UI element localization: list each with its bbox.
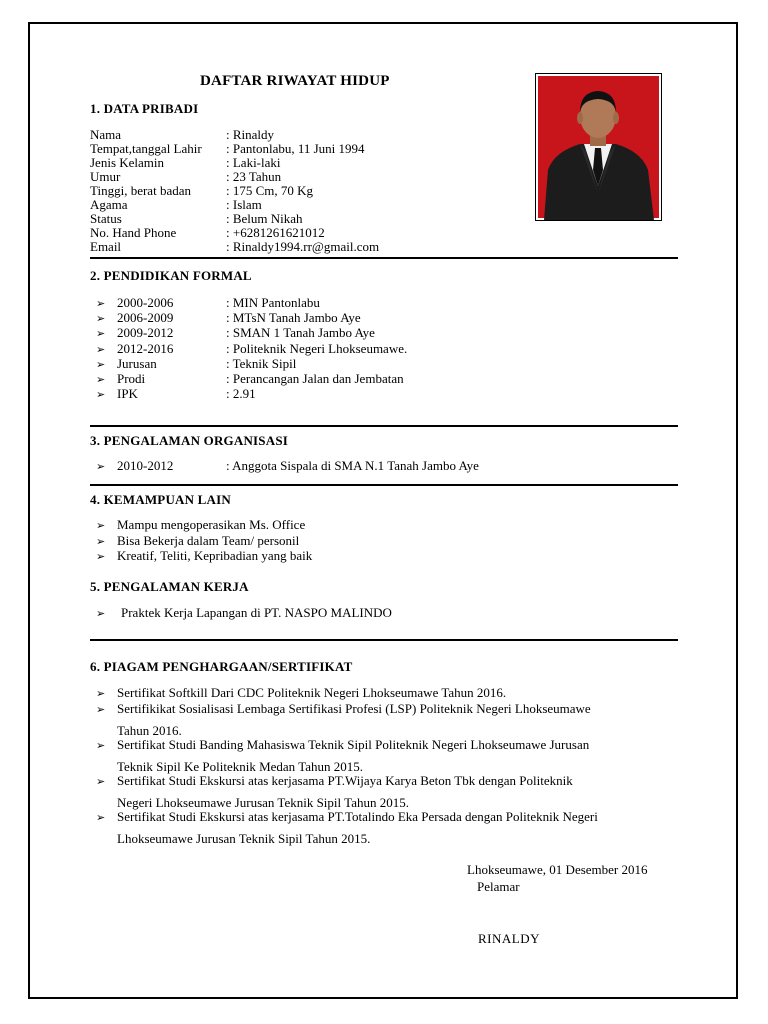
education-label: Jurusan <box>117 355 157 371</box>
field-label: Email <box>90 239 122 254</box>
divider <box>90 639 678 641</box>
education-value: : SMAN 1 Tanah Jambo Aye <box>226 325 375 341</box>
education-value: : MIN Pantonlabu <box>226 295 320 310</box>
profile-photo <box>535 73 662 221</box>
sertifikat-line: Tahun 2016. <box>117 723 182 738</box>
arrow-bullet-icon: ➢ <box>96 298 106 310</box>
field-label: Agama <box>90 197 128 212</box>
kemampuan-item: Mampu mengoperasikan Ms. Office <box>117 517 306 532</box>
education-label: IPK <box>117 386 138 402</box>
arrow-bullet-icon: ➢ <box>96 389 106 402</box>
arrow-bullet-icon: ➢ <box>96 461 106 473</box>
arrow-bullet-icon: ➢ <box>96 358 106 371</box>
arrow-bullet-icon: ➢ <box>96 535 106 548</box>
organisasi-value: : Anggota Sispala di SMA N.1 Tanah Jambo Aye <box>226 458 479 473</box>
field-value: : Rinaldy1994.rr@gmail.com <box>226 239 380 254</box>
arrow-bullet-icon: ➢ <box>96 374 106 386</box>
field-value: : Rinaldy <box>226 127 275 142</box>
organisasi-label: 2010-2012 <box>117 458 174 473</box>
arrow-bullet-icon: ➢ <box>96 551 106 563</box>
person-photo-icon <box>536 74 661 220</box>
arrow-bullet-icon: ➢ <box>96 812 106 824</box>
sertifikat-line: Sertifikat Studi Ekskursi atas kerjasama PT.Totalindo Eka Persada dengan Politeknik Negeri <box>117 809 598 824</box>
field-label: Umur <box>90 169 121 184</box>
arrow-bullet-icon: ➢ <box>96 776 106 788</box>
field-label: Jenis Kelamin <box>90 155 165 170</box>
field-label: No. Hand Phone <box>90 225 177 240</box>
sertifikat-line: Sertifikat Softkill Dari CDC Politeknik Negeri Lhokseumawe Tahun 2016. <box>117 685 507 700</box>
sertifikat-line: Sertifikat Studi Ekskursi atas kerjasama PT.Wijaya Karya Beton Tbk dengan Politeknik <box>117 773 573 788</box>
divider <box>90 484 678 486</box>
education-value: : Perancangan Jalan dan Jembatan <box>226 371 404 386</box>
field-label: Tinggi, berat badan <box>90 183 191 198</box>
section-heading-data-pribadi: 1. DATA PRIBADI <box>90 101 199 116</box>
arrow-bullet-icon: ➢ <box>96 608 106 620</box>
field-value: : Laki-laki <box>226 155 281 170</box>
field-value: : 175 Cm, 70 Kg <box>226 183 314 198</box>
section-heading-piagam: 6. PIAGAM PENGHARGAAN/SERTIFIKAT <box>90 659 353 674</box>
field-value: : Belum Nikah <box>226 211 303 226</box>
arrow-bullet-icon: ➢ <box>96 328 106 341</box>
sertifikat-line: Teknik Sipil Ke Politeknik Medan Tahun 2015. <box>117 759 364 774</box>
divider <box>90 425 678 427</box>
section-heading-pendidikan: 2. PENDIDIKAN FORMAL <box>90 268 252 283</box>
education-label: 2000-2006 <box>117 295 174 310</box>
sertifikat-line: Sertifikat Studi Banding Mahasiswa Teknik Sipil Politeknik Negeri Lhokseumawe Jurusan <box>117 737 590 752</box>
arrow-bullet-icon: ➢ <box>96 688 106 700</box>
section-heading-kerja: 5. PENGALAMAN KERJA <box>90 579 249 594</box>
field-value: : Islam <box>226 197 262 212</box>
education-value: : MTsN Tanah Jambo Aye <box>226 310 361 326</box>
section-heading-kemampuan: 4. KEMAMPUAN LAIN <box>90 492 231 507</box>
signature-name: RINALDY <box>478 931 540 946</box>
education-value: : Politeknik Negeri Lhokseumawe. <box>226 340 408 356</box>
field-value: : +6281261621012 <box>226 225 325 240</box>
education-value: : Teknik Sipil <box>226 355 297 371</box>
field-label: Tempat,tanggal Lahir <box>90 141 202 156</box>
signature-role: Pelamar <box>477 879 520 894</box>
sertifikat-line: Lhokseumawe Jurusan Teknik Sipil Tahun 2015. <box>117 831 371 846</box>
arrow-bullet-icon: ➢ <box>96 313 106 326</box>
education-label: Prodi <box>117 371 146 386</box>
document-title: DAFTAR RIWAYAT HIDUP <box>200 73 390 89</box>
divider <box>90 257 678 259</box>
section-heading-organisasi: 3. PENGALAMAN ORGANISASI <box>90 433 289 448</box>
kemampuan-item: Kreatif, Teliti, Kepribadian yang baik <box>117 548 313 563</box>
kerja-item: Praktek Kerja Lapangan di PT. NASPO MALINDO <box>121 605 392 620</box>
field-label: Status <box>90 211 122 226</box>
signature-place-date: Lhokseumawe, 01 Desember 2016 <box>467 862 648 877</box>
education-label: 2006-2009 <box>117 310 174 326</box>
education-value: : 2.91 <box>226 386 256 402</box>
arrow-bullet-icon: ➢ <box>96 704 106 716</box>
field-value: : Pantonlabu, 11 Juni 1994 <box>226 141 365 156</box>
kemampuan-item: Bisa Bekerja dalam Team/ personil <box>117 532 300 548</box>
sertifikat-line: Negeri Lhokseumawe Jurusan Teknik Sipil Tahun 2015. <box>117 795 409 810</box>
arrow-bullet-icon: ➢ <box>96 343 106 356</box>
education-label: 2009-2012 <box>117 325 174 341</box>
arrow-bullet-icon: ➢ <box>96 520 106 532</box>
field-value: : 23 Tahun <box>226 169 282 184</box>
sertifikat-line: Sertifikikat Sosialisasi Lembaga Sertifikasi Profesi (LSP) Politeknik Negeri Lhokseumawe <box>117 701 591 716</box>
field-label: Nama <box>90 127 122 142</box>
education-label: 2012-2016 <box>117 340 174 356</box>
arrow-bullet-icon: ➢ <box>96 740 106 752</box>
